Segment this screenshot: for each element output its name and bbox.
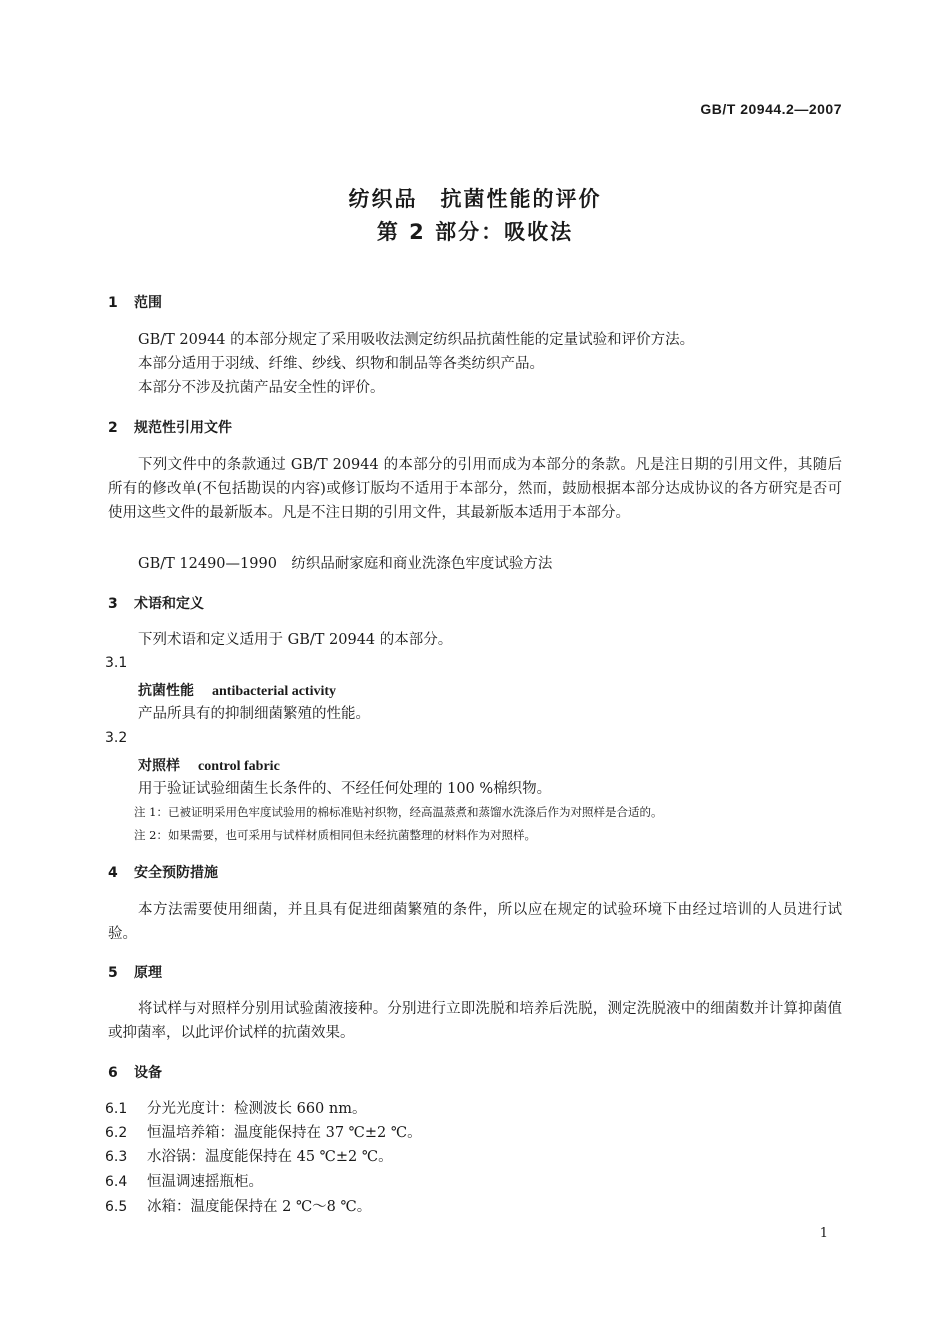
section-heading-1: 1 范围: [108, 295, 162, 311]
term-number: 3.1: [105, 655, 128, 671]
document-title: 纺织品 抗菌性能的评价: [348, 187, 602, 211]
paragraph: 本部分适用于羽绒、纤维、纱线、织物和制品等各类纺织产品。: [138, 356, 544, 372]
note: 注 2：如果需要，也可采用与试样材质相同但未经抗菌整理的材料作为对照样。: [134, 828, 536, 842]
section-heading-6: 6 设备: [108, 1065, 162, 1081]
equipment-item: 6.3 水浴锅：温度能保持在 45 ℃±2 ℃。: [105, 1149, 393, 1165]
section-heading-4: 4 安全预防措施: [108, 865, 218, 881]
paragraph: 下列术语和定义适用于 GB/T 20944 的本部分。: [138, 632, 453, 648]
standard-code: GB/T 20944.2—2007: [700, 101, 842, 117]
section-heading-2: 2 规范性引用文件: [108, 420, 232, 436]
document-subtitle: 第 2 部分：吸收法: [376, 220, 574, 244]
normative-reference: GB/T 12490—1990 纺织品耐家庭和商业洗涤色牢度试验方法: [138, 556, 553, 572]
equipment-item: 6.2 恒温培养箱：温度能保持在 37 ℃±2 ℃。: [105, 1125, 422, 1141]
note: 注 1：已被证明采用色牢度试验用的棉标准贴衬织物，经高温蒸煮和蒸馏水洗涤后作为对照样是合适的。: [134, 805, 663, 819]
term-entry: 抗菌性能 antibacterial activity: [138, 683, 337, 699]
paragraph: 本部分不涉及抗菌产品安全性的评价。: [138, 380, 385, 396]
equipment-item: 6.4 恒温调速摇瓶柜。: [105, 1174, 263, 1190]
equipment-item: 6.5 冰箱：温度能保持在 2 ℃～8 ℃。: [105, 1199, 372, 1215]
page-number: 1: [819, 1226, 828, 1241]
paragraph: 本方法需要使用细菌，并且具有促进细菌繁殖的条件，所以应在规定的试验环境下由经过培训的人员进行试验。: [108, 902, 842, 942]
paragraph: 下列文件中的条款通过 GB/T 20944 的本部分的引用而成为本部分的条款。凡是注日期的引用文件，其随后所有的修改单(不包括勘误的内容)或修订版均不适用于本部分，然而，鼓励根据本部分达成协议的各方研究是否可使用这些文件的最新版本。凡是不注日期的引用文件，其最新版本适用于本部分。: [108, 457, 842, 521]
section-heading-3: 3 术语和定义: [108, 596, 204, 612]
term-number: 3.2: [105, 730, 128, 746]
term-definition: 用于验证试验细菌生长条件的、不经任何处理的 100 %棉织物。: [138, 781, 552, 797]
section-heading-5: 5 原理: [108, 965, 162, 981]
term-definition: 产品所具有的抑制细菌繁殖的性能。: [138, 706, 370, 722]
equipment-item: 6.1 分光光度计：检测波长 660 nm。: [105, 1101, 367, 1117]
paragraph: 将试样与对照样分别用试验菌液接种。分别进行立即洗脱和培养后洗脱，测定洗脱液中的细菌数并计算抑菌值或抑菌率，以此评价试样的抗菌效果。: [108, 1001, 842, 1041]
term-entry: 对照样 control fabric: [138, 758, 280, 774]
paragraph: GB/T 20944 的本部分规定了采用吸收法测定纺织品抗菌性能的定量试验和评价方法。: [138, 332, 695, 348]
